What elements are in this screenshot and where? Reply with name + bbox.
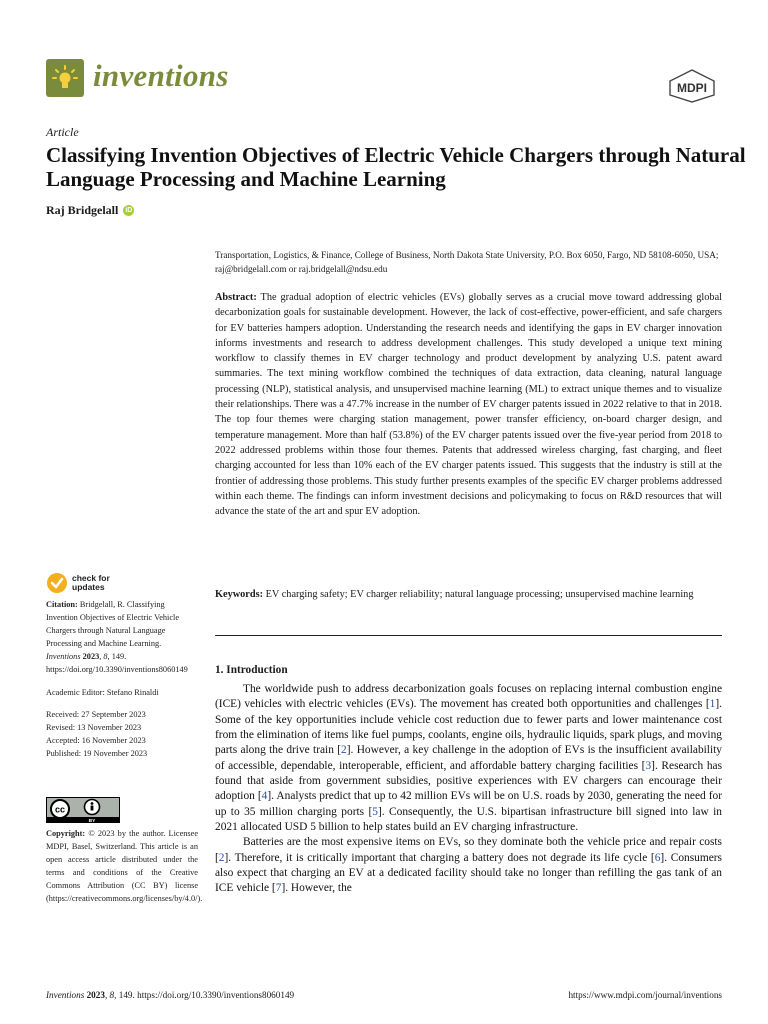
lightbulb-icon [50, 63, 80, 93]
citation-journal: Inventions [46, 652, 81, 662]
citation-text: Bridgelall, R. Classifying Invention Objectives of Electric Vehicle Chargers through Natural Language Processing and Machine Learning. [46, 600, 180, 649]
copyright-text: © 2023 by the author. Licensee MDPI, Basel, Switzerland. This article is an open access article distributed under the terms and conditions of the Creative Commons Attribution (CC BY) license (https://creativecommons.org/licenses/by/4.0/). [46, 829, 203, 904]
published-date: Published: 19 November 2023 [46, 748, 148, 758]
paragraph-1: The worldwide push to address decarbonization goals focuses on replacing internal combustion engine (ICE) vehicles with electric vehicles (EVs). The movement has created both opportunities and challenges [1]. Some of the key opportunities include vehicle cost reduction due to fewer parts and lower maintenance cost from the elimination of items like fuel pumps, coolants, engine oils, hydraulic liquids, spark plugs, and moving parts along the drive train [2]. However, a key challenge in the adoption of EVs is the insufficient availability of accessible, dependable, interoperable, efficient, and affordable battery charging facilities [3]. Research has found that aside from government subsidies, positive experiences with EV chargers can encourage their adoption [4]. Analysts predict that up to 42 million EVs will be on U.S. roads by 2030, generating the need for up to 35 million charging ports [5]. Consequently, the U.S. bipartisan infrastructure bill signed into law in 2021 allocated USD 5 billion to help states build an EV charging infrastructure. [215, 683, 723, 834]
check-updates-line2: updates [72, 582, 105, 592]
cc-by-label: BY [88, 819, 96, 823]
check-updates-line1: check for [72, 573, 110, 583]
received-date: Received: 27 September 2023 [46, 709, 146, 719]
reference-link[interactable]: 2 [218, 851, 225, 864]
reference-link[interactable]: 4 [261, 790, 268, 803]
journal-name[interactable]: inventions [93, 58, 229, 93]
paragraph-2: Batteries are the most expensive items on EVs, so they dominate both the vehicle price and repair costs [2]. Therefore, it is critically important that charging a battery does not degrade its life cycle [6]. Consumers also expect that charging an EV at a dedicated facility should take no longer than refilling the gas tank of an ICE vehicle [7]. However, the [215, 836, 722, 895]
academic-editor: Academic Editor: Stefano Rinaldi [46, 687, 159, 697]
keywords [215, 587, 722, 602]
keywords-label: Keywords: [215, 589, 264, 600]
journal-logo[interactable] [46, 59, 84, 97]
mdpi-logo[interactable] [664, 68, 720, 104]
sidebar-info [46, 598, 196, 760]
affiliation: Transportation, Logistics, & Finance, College of Business, North Dakota State University, P.O. Box 6050, Fargo, ND 58108-6050, USA; raj@bridgelall.com or raj.bridgelall@ndsu.edu [215, 250, 719, 274]
cc-by-license-icon[interactable] [46, 797, 120, 823]
check-updates-icon [46, 572, 68, 594]
body-text [215, 682, 722, 897]
abstract-label: Abstract: [215, 292, 257, 303]
footer-citation: Inventions 2023, 8, 149. https://doi.org/10.3390/inventions8060149 [46, 990, 295, 1000]
reference-link[interactable]: 5 [372, 805, 378, 818]
footer-doi[interactable]: , 149. https://doi.org/10.3390/inventions8060149 [114, 990, 295, 1000]
author-name[interactable]: Raj Bridgelall [46, 203, 119, 217]
abstract [215, 290, 722, 519]
publisher-label: MDPI [677, 81, 707, 95]
abstract-text: The gradual adoption of electric vehicles (EVs) globally serves as a crucial move toward addressing global decarbonization goals for sustainable development. However, the lack of cost-effective, power-efficient, and safe chargers for EV batteries hampers adoption. Understanding the research needs and identifying the gaps in EV charger innovation informs investments and research to address development challenges. This study developed a unique text mining workflow to classify themes in EV charger technology and product development by analyzing U.S. patent award summaries. The text mining workflow combined the techniques of data extraction, data cleaning, natural language processing (NLP), statistical analysis, and unsupervised machine learning (ML) to extract unique themes and to visualize their relationships. There was a 47.7% increase in the number of EV charger patents issued in 2022 relative to that in 2018. The top four themes were charging station management, power transfer efficiency, on-board charger design, and temperature management. More than half (53.8%) of the EV charger patents issued over the five-year period from 2018 to 2022 addressed problems within those four themes. Patents that addressed wireless charging, fast charging, and fleet charging accounted for less than 10% each of the EV charger patents issued. This suggests that the industry is still at the frontier of addressing those problems. This study further presents examples of the specific EV charger problems addressed within each theme. The findings can inform investment decisions and policymaking to focus on R&D resources that will advance the state of the art and spur EV adoption. [215, 292, 722, 518]
check-for-updates-button[interactable] [46, 572, 110, 594]
reference-link[interactable]: 3 [645, 759, 652, 772]
keywords-text: EV charging safety; EV charger reliability; natural language processing; unsupervised machine learning [265, 589, 694, 600]
article-title: Classifying Invention Objectives of Electric Vehicle Chargers through Natural Language Processing and Machine Learning [46, 143, 746, 191]
citation: Citation: Bridgelall, R. Classifying Invention Objectives of Electric Vehicle Chargers through Natural Language Processing and Machine Learning. Inventions 2023, 8, 149. https://doi.org/10.3390/inventions8060149 [46, 600, 188, 675]
author [46, 203, 134, 218]
reference-link[interactable]: 7 [275, 882, 282, 895]
divider [215, 635, 722, 636]
citation-year: 2023 [82, 652, 100, 662]
footer-volume: 8 [109, 990, 115, 1000]
citation-volume: 8 [103, 652, 108, 662]
accepted-date: Accepted: 16 November 2023 [46, 735, 146, 745]
svg-text:cc: cc [54, 804, 66, 815]
footer-journal-url[interactable]: https://www.mdpi.com/journal/inventions [568, 990, 722, 1000]
copyright-notice [46, 827, 203, 906]
citation-rest[interactable]: , 149. https://doi.org/10.3390/inventions8060149 [46, 652, 188, 675]
footer-year: 2023 [86, 990, 105, 1000]
reference-link[interactable]: 1 [709, 698, 716, 711]
copyright-label: Copyright: [46, 829, 86, 838]
section-title-introduction: 1. Introduction [215, 664, 288, 676]
article-type: Article [46, 125, 79, 139]
citation-label: Citation: [46, 600, 78, 609]
reference-link[interactable]: 6 [654, 851, 661, 864]
orcid-icon[interactable]: iD [125, 207, 133, 214]
reference-link[interactable]: 2 [341, 744, 347, 757]
revised-date: Revised: 13 November 2023 [46, 722, 142, 732]
footer-journal: Inventions [46, 990, 85, 1000]
